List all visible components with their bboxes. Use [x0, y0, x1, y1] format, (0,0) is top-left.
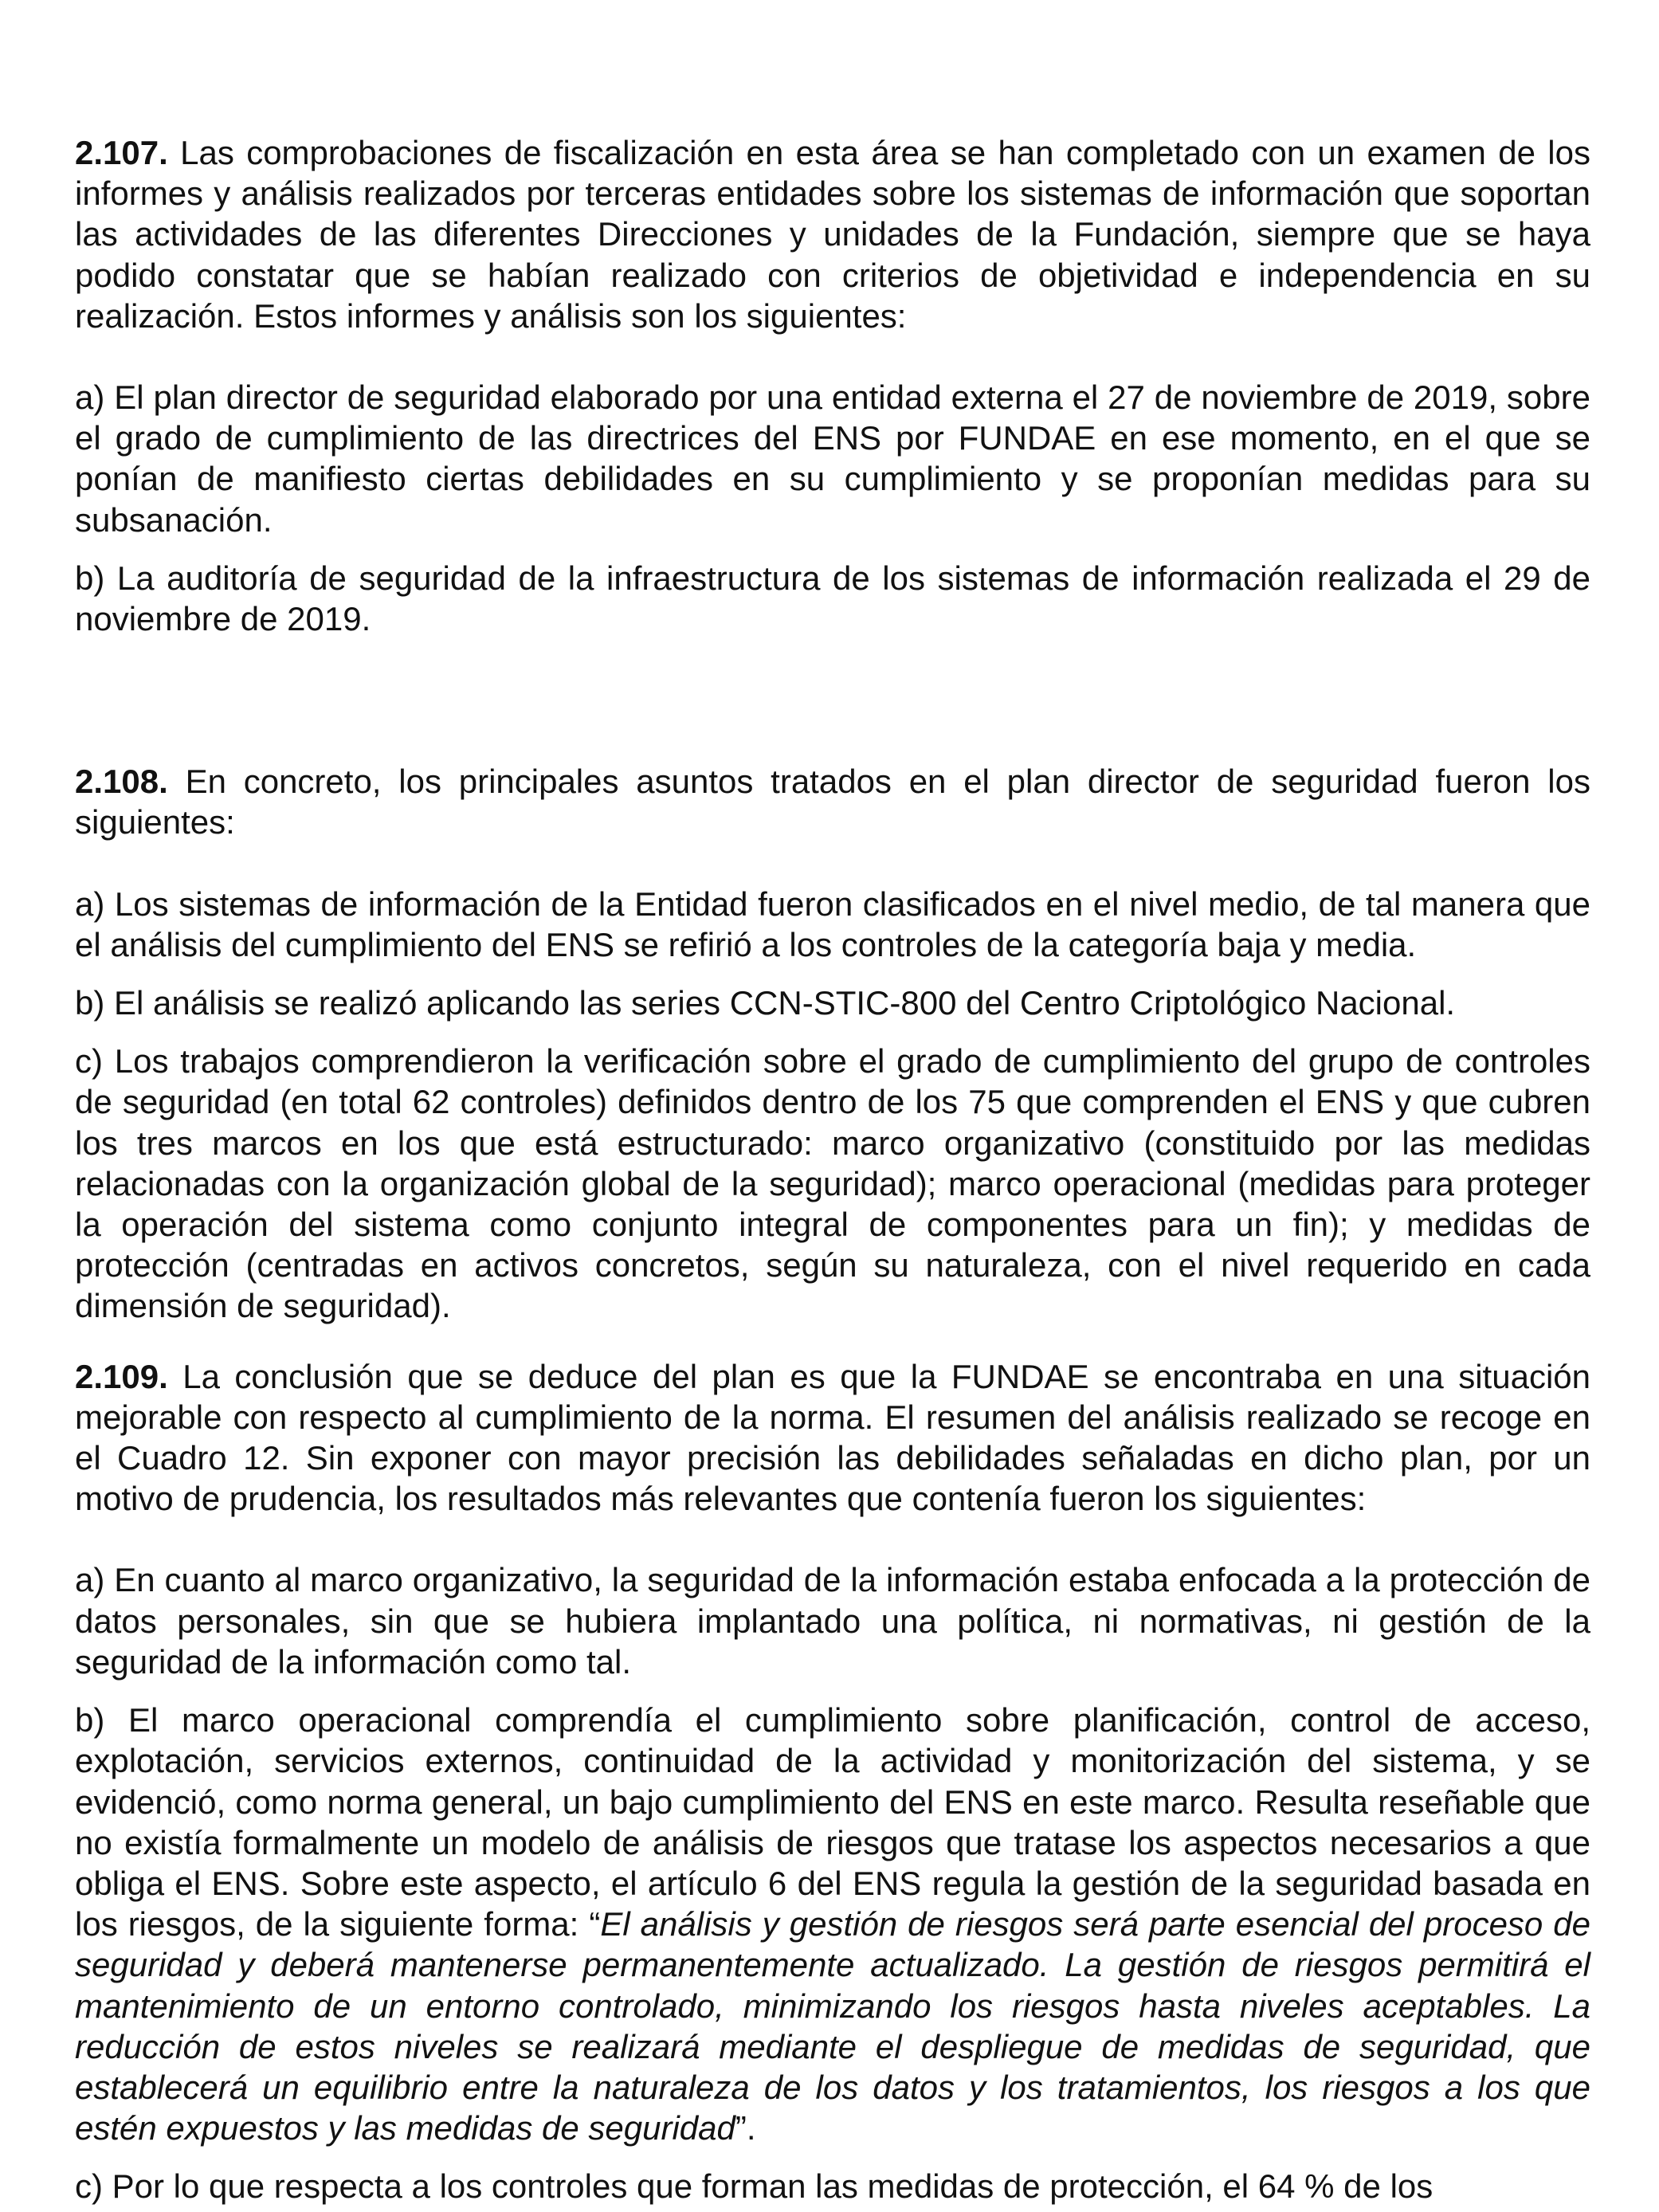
- list-item-b: b) El análisis se realizó aplicando las series CCN-STIC-800 del Centro Criptológico Nacional.: [75, 984, 1456, 1022]
- paragraph-number: 2.108.: [75, 763, 168, 801]
- legal-quote: El análisis y gestión de riesgos será parte esencial del proceso de seguridad y deberá mantenerse permanentemente actualizado. La gestión de riesgos permitirá el mantenimiento de un entorno controlado, minimizando los riesgos hasta niveles aceptables. La reducción de estos niveles se realizará mediante el despliegue de medidas de seguridad, que establecerá un equilibrio entre la naturaleza de los datos y los tratamientos, los riesgos a los que estén expuestos y las medidas de seguridad: [75, 1905, 1591, 2147]
- item-text: b) El marco operacional comprendía el cumplimiento sobre planificación, control de acceso, explotación, servicios externos, continuidad de la actividad y monitorización del sistema, y se evidenció, como norma general, un bajo cumplimiento del ENS en este marco. Resulta reseñable que no existía formalmente un modelo de análisis de riesgos que tratase los aspectos necesarios a que obliga el ENS. Sobre este aspecto, el artículo 6 del ENS regula la gestión de la seguridad basada en los riesgos, de la siguiente forma: “: [75, 1701, 1590, 1943]
- list-item-c: c) Por lo que respecta a los controles que forman las medidas de protección, el 64 % de los: [75, 2167, 1433, 2206]
- list-item-a: a) Los sistemas de información de la Entidad fueron clasificados en el nivel medio, de tal manera que el análisis del cumplimiento del ENS se refirió a los controles de la categoría baja y media.: [75, 884, 1590, 963]
- paragraph-2-107: [75, 132, 1590, 336]
- paragraph-text: En concreto, los principales asuntos tratados en el plan director de seguridad fueron los siguientes:: [75, 763, 1590, 841]
- paragraph-number: 2.109.: [75, 1357, 168, 1395]
- list-item-a: a) El plan director de seguridad elaborado por una entidad externa el 27 de noviembre de 2019, sobre el grado de cumplimiento de las directrices del ENS por FUNDAE en ese momento, en el que se ponían de manifiesto ciertas debilidades en su cumplimiento y se proponían medidas para su subsanación.: [75, 378, 1590, 539]
- paragraph-2-109: [75, 1356, 1590, 1520]
- paragraph-2-108: [75, 761, 1590, 842]
- list-item-c: c) Los trabajos comprendieron la verificación sobre el grado de cumplimiento del grupo de controles de seguridad (en total 62 controles) definidos dentro de los 75 que comprenden el ENS y que cubren los tres marcos en los que está estructurado: marco organizativo (constituido por las medidas relacionadas con la organización global de la seguridad); marco operacional (medidas para proteger la operación del sistema como conjunto integral de componentes para un fin); y medidas de protección (centradas en activos concretos, según su naturaleza, con el nivel requerido en cada dimensión de seguridad).: [75, 1042, 1590, 1325]
- paragraph-text: Las comprobaciones de fiscalización en esta área se han completado con un examen de los informes y análisis realizados por terceras entidades sobre los sistemas de información que soportan las actividades de las diferentes Direcciones y unidades de la Fundación, siempre que se haya podido constatar que se habían realizado con criterios de objetividad e independencia en su realización. Estos informes y análisis son los siguientes:: [75, 134, 1590, 335]
- list-item-b: [75, 1700, 1590, 2148]
- list-item-b: b) La auditoría de seguridad de la infraestructura de los sistemas de información realizada el 29 de noviembre de 2019.: [75, 559, 1590, 638]
- list-item-a: a) En cuanto al marco organizativo, la seguridad de la información estaba enfocada a la protección de datos personales, sin que se hubiera implantado una política, ni normativas, ni gestión de la seguridad de la información como tal.: [75, 1561, 1590, 1681]
- paragraph-text: La conclusión que se deduce del plan es que la FUNDAE se encontraba en una situación mejorable con respecto al cumplimiento de la norma. El resumen del análisis realizado se recoge en el Cuadro 12. Sin exponer con mayor precisión las debilidades señaladas en dicho plan, por un motivo de prudencia, los resultados más relevantes que contenía fueron los siguientes:: [75, 1357, 1590, 1518]
- quote-close: ”.: [735, 2109, 756, 2147]
- paragraph-number: 2.107.: [75, 134, 168, 171]
